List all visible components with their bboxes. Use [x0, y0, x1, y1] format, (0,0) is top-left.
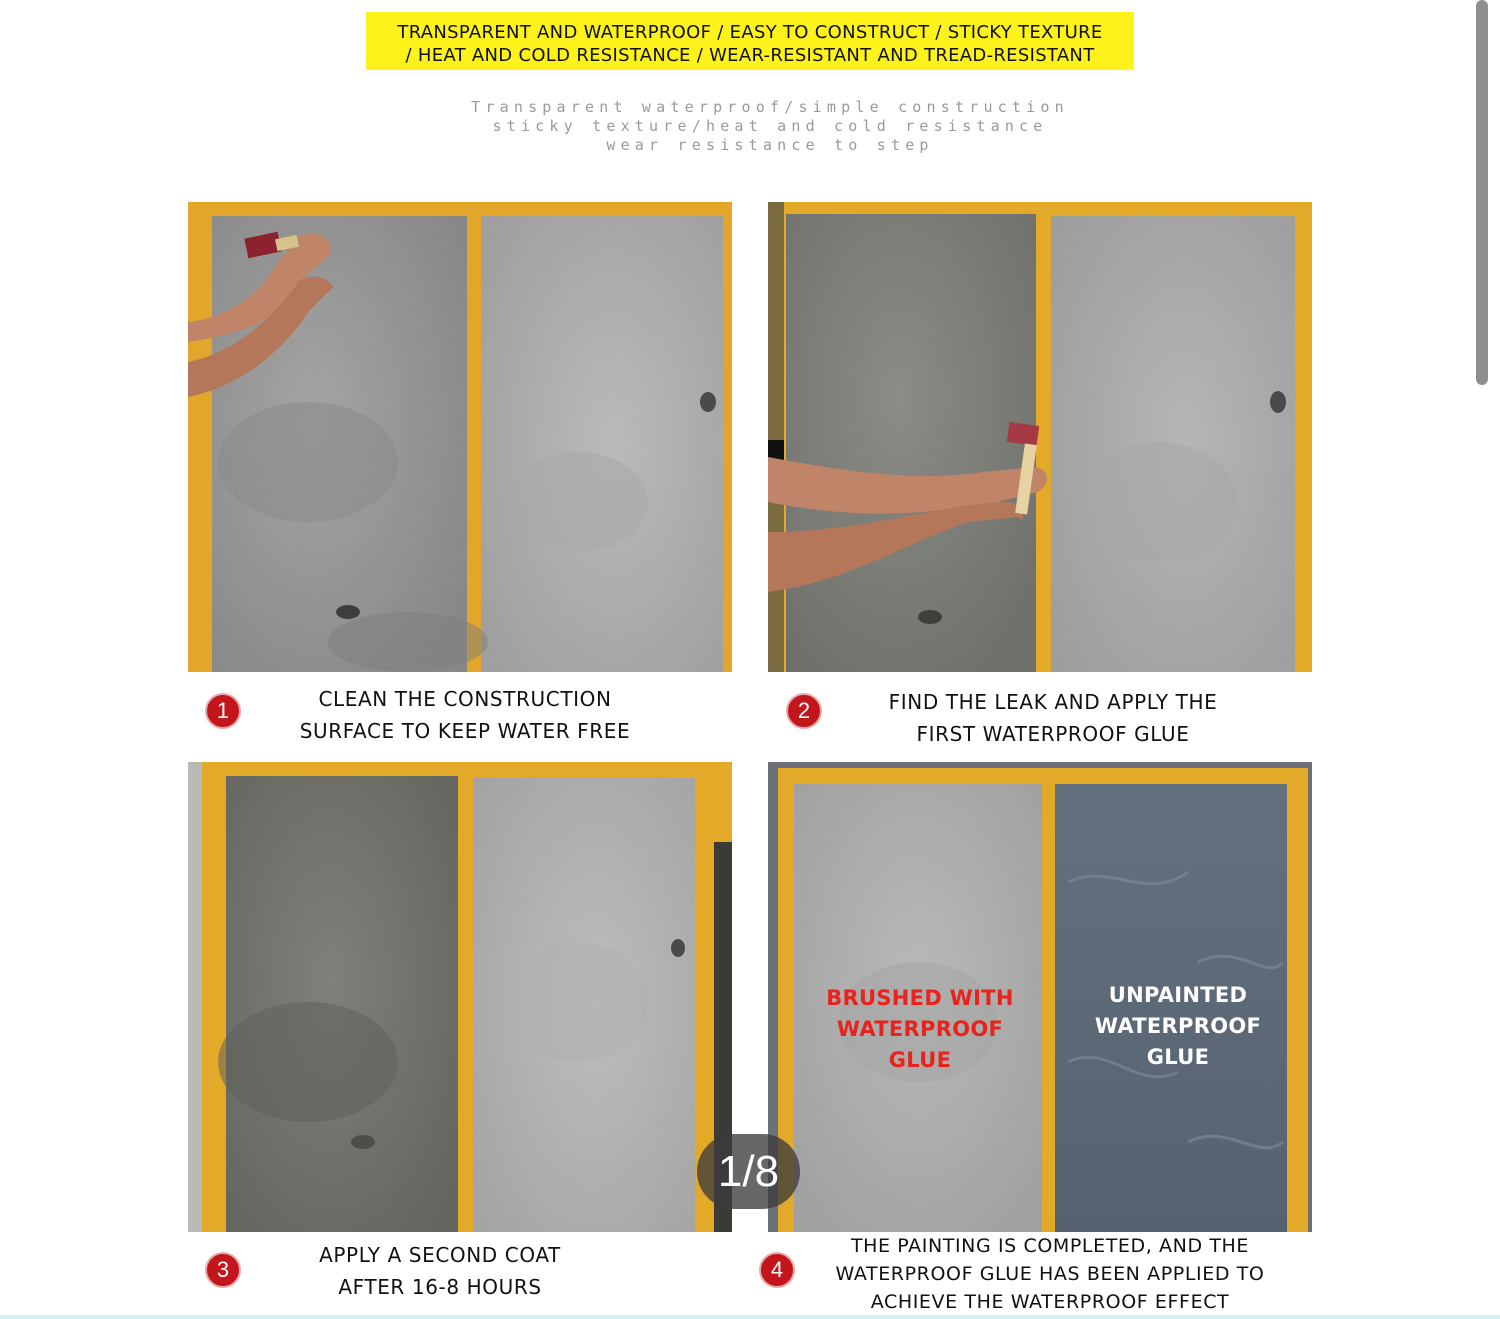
- vertical-scrollbar[interactable]: [1476, 0, 1488, 385]
- unpainted-label: [1058, 980, 1298, 1073]
- step-2-caption-line-2: FIRST WATERPROOF GLUE: [916, 722, 1190, 746]
- step-2-photo: [768, 202, 1312, 672]
- step-1-caption-line-1: CLEAN THE CONSTRUCTION: [318, 687, 612, 711]
- step-3-caption: [240, 1239, 640, 1303]
- brushed-label-line-3: GLUE: [888, 1048, 952, 1072]
- step-3-number-badge: 3: [205, 1252, 241, 1288]
- brushed-label-line-2: WATERPROOF: [836, 1017, 1004, 1041]
- step-4-caption-line-2: WATERPROOF GLUE HAS BEEN APPLIED TO: [835, 1263, 1265, 1285]
- unpainted-label-line-2: WATERPROOF: [1094, 1014, 1262, 1038]
- subline-line-3: wear resistance to step: [606, 136, 934, 154]
- step-4-caption-line-1: THE PAINTING IS COMPLETED, AND THE: [850, 1235, 1250, 1257]
- step-2-image: [768, 202, 1312, 672]
- step-1-number-badge: 1: [205, 693, 241, 729]
- subline-text: [380, 98, 1160, 155]
- step-2-caption: [820, 686, 1286, 750]
- headline-line-2: / HEAT AND COLD RESISTANCE / WEAR-RESISTANT AND TREAD-RESISTANT: [405, 45, 1095, 66]
- step-2-caption-line-1: FIND THE LEAK AND APPLY THE: [888, 690, 1218, 714]
- bottom-divider: [0, 1315, 1500, 1319]
- step-3-image: [188, 762, 732, 1232]
- unpainted-label-line-1: UNPAINTED: [1108, 983, 1248, 1007]
- step-1-photo: [188, 202, 732, 672]
- subline-line-1: Transparent waterproof/simple construction: [471, 98, 1069, 116]
- unpainted-label-line-3: GLUE: [1146, 1045, 1210, 1069]
- step-3-caption-line-2: AFTER 16-8 HOURS: [338, 1275, 542, 1299]
- step-2-number-badge: 2: [786, 693, 822, 729]
- step-1-image: [188, 202, 732, 672]
- step-4-caption: [800, 1232, 1300, 1316]
- image-pager-indicator: 1/8: [697, 1134, 800, 1209]
- step-3-caption-line-1: APPLY A SECOND COAT: [319, 1243, 561, 1267]
- step-1-caption: [240, 683, 690, 747]
- brushed-label: [800, 983, 1040, 1076]
- headline-line-1: TRANSPARENT AND WATERPROOF / EASY TO CONSTRUCT / STICKY TEXTURE: [397, 22, 1103, 43]
- brushed-label-line-1: BRUSHED WITH: [826, 986, 1014, 1010]
- step-3-photo: [188, 762, 732, 1232]
- headline-banner: [366, 12, 1134, 70]
- step-4-number-badge: 4: [759, 1252, 795, 1288]
- step-4-caption-line-3: ACHIEVE THE WATERPROOF EFFECT: [870, 1291, 1230, 1313]
- step-1-caption-line-2: SURFACE TO KEEP WATER FREE: [299, 719, 631, 743]
- subline-line-2: sticky texture/heat and cold resistance: [492, 117, 1048, 135]
